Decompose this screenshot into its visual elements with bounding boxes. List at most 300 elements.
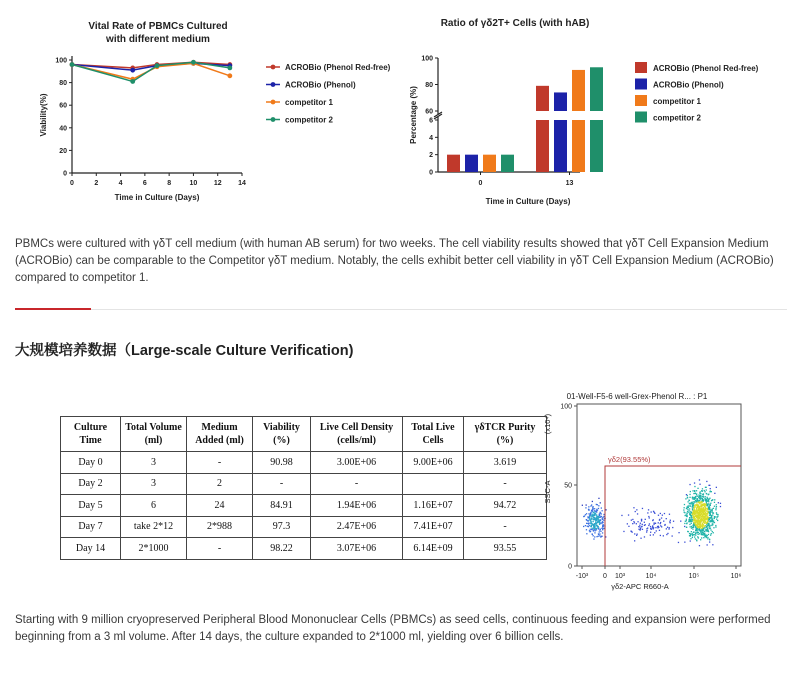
flow-event-dot (591, 517, 592, 518)
table-cell: 2*988 (187, 516, 253, 538)
flow-event-dot (596, 516, 597, 517)
chart2-y-tick-label: 80 (425, 82, 433, 89)
flow-event-dot (698, 526, 699, 527)
flow-event-dot (714, 522, 715, 523)
section-title: 大规模培养数据（Large-scale Culture Verification) (15, 343, 354, 359)
flow-event-dot (712, 544, 713, 545)
flow-event-dot (715, 516, 716, 517)
chart2-x-tick-label: 13 (565, 180, 574, 187)
flow-event-dot (593, 515, 594, 516)
flow-event-dot (704, 523, 705, 524)
flow-event-dot (667, 527, 668, 528)
flow-event-dot (678, 542, 679, 543)
flow-event-dot (718, 502, 719, 503)
flow-event-dot (603, 526, 604, 527)
flow-event-dot (651, 511, 652, 512)
flow-event-dot (712, 522, 713, 523)
chart1-legend-label: ACROBio (Phenol Red-free) (285, 63, 391, 72)
flow-event-dot (716, 519, 717, 520)
flow-event-dot (700, 527, 701, 528)
flow-event-dot (654, 522, 655, 523)
flow-event-dot (667, 533, 668, 534)
flow-event-dot (709, 525, 710, 526)
table-cell: 94.72 (464, 495, 547, 517)
flow-event-dot (684, 542, 685, 543)
flow-event-dot (691, 521, 692, 522)
flow-event-dot (636, 535, 637, 536)
flow-event-dot (628, 514, 629, 515)
flow-event-dot (701, 516, 702, 517)
flow-event-dot (704, 490, 705, 491)
flow-event-dot (695, 535, 696, 536)
flow-event-dot (593, 529, 594, 530)
flow-event-dot (696, 501, 697, 502)
chart2-bar (572, 70, 585, 111)
expansion-description: Starting with 9 million cryopreserved Peripheral Blood Mononuclear Cells (PBMCs) as seed cells, continuous feeding and expansion were performed beginning from a 3 ml volume. After 14 days, the culture expanded to 2*1000 ml, yielding over 6 billion cells. (15, 614, 771, 643)
chart1-data-point (130, 79, 135, 84)
flow-event-dot (598, 498, 599, 499)
table-cell: 98.22 (253, 538, 311, 560)
flow-event-dot (658, 522, 659, 523)
flow-event-dot (707, 544, 708, 545)
flow-event-dot (691, 528, 692, 529)
flow-event-dot (705, 516, 706, 517)
flow-event-dot (586, 529, 587, 530)
flow-event-dot (716, 512, 717, 513)
table-cell: 2.47E+06 (311, 516, 403, 538)
flow-event-dot (704, 531, 705, 532)
flow-event-dot (684, 507, 685, 508)
flow-y-axis-label: SSC-A (543, 480, 552, 504)
flow-event-dot (707, 538, 708, 539)
chart1-legend-label: ACROBio (Phenol) (285, 80, 356, 90)
flow-event-dot (686, 494, 687, 495)
flow-event-dot (710, 521, 711, 522)
table-cell: 9.00E+06 (403, 452, 464, 474)
flow-event-dot (597, 527, 598, 528)
flow-event-dot (717, 514, 718, 515)
flow-event-dot (704, 525, 705, 526)
flow-event-dot (664, 513, 665, 514)
flow-event-dot (672, 535, 673, 536)
flow-event-dot (689, 500, 690, 501)
table-cell: 3 (121, 473, 187, 495)
flow-event-dot (642, 524, 643, 525)
flow-event-dot (704, 512, 705, 513)
flow-event-dot (696, 524, 697, 525)
flow-event-dot (603, 520, 604, 521)
table-header: Viability (%) (253, 417, 311, 452)
chart2-y-tick-label: 6 (429, 117, 433, 125)
flow-event-dot (697, 496, 698, 497)
flow-event-dot (707, 521, 708, 522)
chart2-bar (501, 155, 514, 172)
flow-event-dot (583, 526, 584, 527)
flow-event-dot (708, 494, 709, 495)
flow-event-dot (700, 505, 701, 506)
flow-event-dot (600, 523, 601, 524)
chart1-data-point (70, 62, 75, 67)
flow-event-dot (696, 519, 697, 520)
chart1-x-tick-label: 6 (142, 180, 147, 187)
flow-event-dot (661, 526, 662, 527)
flow-event-dot (711, 510, 712, 511)
flow-event-dot (690, 538, 691, 539)
flow-event-dot (696, 490, 697, 491)
viability-line-chart (0, 0, 395, 215)
flow-event-dot (628, 526, 629, 527)
section-divider (15, 309, 787, 310)
flow-event-dot (641, 519, 642, 520)
flow-event-dot (690, 511, 691, 512)
flow-event-dot (646, 531, 647, 532)
flow-event-dot (712, 512, 713, 513)
flow-event-dot (582, 505, 583, 506)
flow-event-dot (689, 524, 690, 525)
chart1-x-axis-label: Time in Culture (Days) (114, 193, 200, 202)
table-cell: 6 (121, 495, 187, 517)
flow-event-dot (698, 502, 699, 503)
flow-event-dot (591, 504, 592, 505)
flow-event-dot (592, 509, 593, 510)
chart2-legend-swatch (635, 79, 647, 90)
flow-event-dot (688, 501, 689, 502)
flow-event-dot (715, 509, 716, 510)
flow-event-dot (703, 504, 704, 505)
flow-event-dot (653, 534, 654, 535)
flow-event-dot (699, 500, 700, 501)
flow-event-dot (692, 509, 693, 510)
flow-event-dot (594, 512, 595, 513)
flow-event-dot (707, 511, 708, 512)
flow-event-dot (698, 513, 699, 514)
chart1-y-tick-label: 80 (59, 80, 67, 88)
table-cell: - (464, 516, 547, 538)
chart1-y-tick-label: 100 (55, 57, 67, 65)
flow-event-dot (661, 517, 662, 518)
flow-event-dot (634, 540, 635, 541)
flow-event-dot (709, 485, 710, 486)
table-cell: Day 7 (61, 516, 121, 538)
chart1-x-tick-label: 0 (70, 180, 74, 187)
flow-event-dot (640, 529, 641, 530)
flow-event-dot (707, 499, 708, 500)
flow-event-dot (695, 529, 696, 530)
flow-event-dot (707, 508, 708, 509)
flow-event-dot (705, 530, 706, 531)
flow-event-dot (703, 521, 704, 522)
flow-event-dot (699, 517, 700, 518)
flow-event-dot (598, 536, 599, 537)
table-cell: Day 14 (61, 538, 121, 560)
flow-event-dot (592, 514, 593, 515)
chart1-legend-marker (271, 100, 276, 105)
flow-event-dot (705, 496, 706, 497)
flow-event-dot (683, 509, 684, 510)
flow-event-dot (660, 523, 661, 524)
flow-event-dot (689, 519, 690, 520)
flow-event-dot (638, 526, 639, 527)
chart2-bar (554, 92, 567, 111)
table-header: Culture Time (61, 417, 121, 452)
flow-event-dot (696, 521, 697, 522)
flow-event-dot (700, 519, 701, 520)
flow-event-dot (640, 523, 641, 524)
flow-event-dot (707, 505, 708, 506)
flow-event-dot (705, 503, 706, 504)
flow-event-dot (697, 522, 698, 523)
flow-y-tick-label: 0 (568, 563, 572, 571)
flow-event-dot (591, 519, 592, 520)
table-cell: 2 (187, 473, 253, 495)
flow-event-dot (700, 524, 701, 525)
flow-event-dot (602, 528, 603, 529)
flow-event-dot (691, 534, 692, 535)
chart1-y-tick-label: 40 (59, 125, 67, 133)
flow-event-dot (693, 524, 694, 525)
viability-description: PBMCs were cultured with γδT cell medium (with human AB serum) for two weeks. The cell viability results showed that γδT Cell Expansion Medium (ACROBio) can be comparable to the Competitor γδT medium. Notably, the cells exhibit better cell viability in γδT Cell Expansion Medium (ACROBio) compared to competitor 1. (15, 238, 774, 284)
chart1-legend-label: competitor 2 (285, 115, 334, 125)
flow-event-dot (593, 538, 594, 539)
flow-event-dot (686, 513, 687, 514)
flow-event-dot (594, 536, 595, 537)
flow-event-dot (695, 530, 696, 531)
flow-event-dot (710, 511, 711, 512)
flow-event-dot (698, 497, 699, 498)
flow-event-dot (594, 518, 595, 519)
flow-event-dot (627, 523, 628, 524)
flow-event-dot (705, 512, 706, 513)
flow-event-dot (706, 489, 707, 490)
flow-event-dot (708, 523, 709, 524)
flow-event-dot (710, 504, 711, 505)
flow-event-dot (586, 533, 587, 534)
flow-x-axis-label: γδ2-APC R660-A (611, 582, 669, 591)
flow-event-dot (699, 498, 700, 499)
flow-event-dot (669, 521, 670, 522)
flow-event-dot (711, 517, 712, 518)
table-cell: 7.41E+07 (403, 516, 464, 538)
flow-event-dot (692, 490, 693, 491)
flow-event-dot (596, 529, 597, 530)
flow-event-dot (690, 512, 691, 513)
chart2-legend-label: ACROBio (Phenol) (653, 80, 724, 90)
flow-event-dot (700, 532, 701, 533)
flow-event-dot (585, 525, 586, 526)
flow-event-dot (701, 508, 702, 509)
flow-event-dot (634, 522, 635, 523)
table-cell: - (187, 452, 253, 474)
flow-event-dot (596, 511, 597, 512)
flow-event-dot (704, 510, 705, 511)
flow-event-dot (592, 528, 593, 529)
flow-event-dot (596, 504, 597, 505)
flow-event-dot (697, 500, 698, 501)
flow-event-dot (701, 496, 702, 497)
flow-event-dot (691, 517, 692, 518)
table-cell: 84.91 (253, 495, 311, 517)
flow-event-dot (678, 532, 679, 533)
chart1-y-tick-label: 20 (59, 147, 67, 155)
table-cell: - (253, 473, 311, 495)
flow-event-dot (702, 488, 703, 489)
flow-event-dot (700, 503, 701, 504)
flow-event-dot (591, 526, 592, 527)
flow-event-dot (694, 490, 695, 491)
flow-event-dot (602, 518, 603, 519)
chart2-bar (590, 67, 603, 111)
flow-event-dot (637, 534, 638, 535)
flow-event-dot (685, 515, 686, 516)
chart2-legend-swatch (635, 112, 647, 123)
flow-event-dot (707, 537, 708, 538)
flow-event-dot (705, 535, 706, 536)
flow-event-dot (694, 502, 695, 503)
flow-event-dot (647, 512, 648, 513)
flow-event-dot (702, 534, 703, 535)
flow-event-dot (596, 514, 597, 515)
flow-event-dot (669, 527, 670, 528)
flow-event-dot (695, 518, 696, 519)
table-header: Total Volume (ml) (121, 417, 187, 452)
flow-event-dot (714, 506, 715, 507)
table-cell: 6.14E+09 (403, 538, 464, 560)
flow-event-dot (707, 498, 708, 499)
flow-event-dot (701, 511, 702, 512)
flow-plot-frame (577, 404, 741, 566)
flow-event-dot (660, 513, 661, 514)
table-cell: 3.07E+06 (311, 538, 403, 560)
flow-event-dot (695, 527, 696, 528)
flow-event-dot (684, 512, 685, 513)
flow-event-dot (693, 503, 694, 504)
flow-event-dot (696, 539, 697, 540)
flow-event-dot (696, 512, 697, 513)
flow-event-dot (585, 507, 586, 508)
chart1-x-tick-label: 14 (238, 180, 246, 187)
flow-event-dot (649, 517, 650, 518)
flow-event-dot (701, 528, 702, 529)
flow-event-dot (632, 519, 633, 520)
flow-event-dot (658, 515, 659, 516)
flow-event-dot (704, 506, 705, 507)
flow-plot-title: 01-Well-F5-6 well-Grex-Phenol R... : P1 (566, 392, 708, 401)
flow-event-dot (670, 520, 671, 521)
flow-event-dot (650, 528, 651, 529)
chart2-title: Ratio of γδ2T+ Cells (with hAB) (440, 18, 590, 29)
flow-event-dot (690, 540, 691, 541)
flow-event-dot (717, 520, 718, 521)
flow-event-dot (684, 523, 685, 524)
flow-event-dot (699, 545, 700, 546)
flow-event-dot (640, 538, 641, 539)
chart1-y-tick-label: 60 (59, 102, 67, 110)
flow-event-dot (707, 517, 708, 518)
flow-event-dot (598, 520, 599, 521)
flow-event-dot (644, 525, 645, 526)
flow-event-dot (717, 516, 718, 517)
flow-event-dot (663, 521, 664, 522)
table-row (61, 495, 547, 517)
flow-event-dot (660, 535, 661, 536)
flow-event-dot (689, 513, 690, 514)
chart1-x-tick-label: 12 (213, 180, 222, 187)
flow-event-dot (698, 534, 699, 535)
flow-event-dot (689, 510, 690, 511)
flow-event-dot (590, 523, 591, 524)
table-row (61, 473, 547, 495)
flow-event-dot (701, 524, 702, 525)
flow-event-dot (702, 501, 703, 502)
flow-event-dot (598, 505, 599, 506)
table-header: Total Live Cells (403, 417, 464, 452)
chart2-y-tick-label: 2 (429, 152, 433, 160)
flow-event-dot (691, 523, 692, 524)
culture-table (60, 416, 547, 560)
flow-event-dot (593, 535, 594, 536)
flow-event-dot (653, 528, 654, 529)
flow-event-dot (709, 528, 710, 529)
table-cell: Day 0 (61, 452, 121, 474)
table-cell: 3.619 (464, 452, 547, 474)
table-cell: 24 (187, 495, 253, 517)
flow-event-dot (593, 521, 594, 522)
flow-event-dot (700, 521, 701, 522)
flow-event-dot (695, 538, 696, 539)
flow-event-dot (694, 510, 695, 511)
flow-event-dot (698, 516, 699, 517)
flow-event-dot (696, 511, 697, 512)
flow-event-dot (699, 484, 700, 485)
table-cell: 2*1000 (121, 538, 187, 560)
flow-event-dot (635, 511, 636, 512)
flow-event-dot (703, 516, 704, 517)
flow-event-dot (637, 521, 638, 522)
flow-event-dot (704, 491, 705, 492)
flow-event-dot (702, 529, 703, 530)
flow-x-tick-label: 10³ (614, 573, 626, 580)
chart2-y-tick-label: 0 (429, 169, 433, 177)
flow-event-dot (652, 525, 653, 526)
flow-event-dot (656, 530, 657, 531)
flow-event-dot (591, 510, 592, 511)
chart1-x-tick-label: 10 (189, 180, 198, 187)
chart2-bar (465, 155, 478, 172)
flow-event-dot (689, 508, 690, 509)
flow-event-dot (687, 497, 688, 498)
chart2-legend-swatch (635, 62, 647, 73)
flow-event-dot (708, 534, 709, 535)
flow-event-dot (706, 481, 707, 482)
flow-event-dot (693, 517, 694, 518)
table-header-row (61, 417, 547, 452)
table-cell: 93.55 (464, 538, 547, 560)
flow-event-dot (599, 530, 600, 531)
flow-event-dot (591, 515, 592, 516)
flow-event-dot (690, 491, 691, 492)
flow-event-dot (709, 539, 710, 540)
flow-event-dot (703, 507, 704, 508)
flow-event-dot (692, 529, 693, 530)
table-cell: 3 (121, 452, 187, 474)
flow-event-dot (711, 516, 712, 517)
flow-event-dot (686, 516, 687, 517)
flow-event-dot (590, 531, 591, 532)
flow-event-dot (706, 527, 707, 528)
flow-event-dot (706, 536, 707, 537)
flow-event-dot (638, 529, 639, 530)
flow-event-dot (688, 531, 689, 532)
